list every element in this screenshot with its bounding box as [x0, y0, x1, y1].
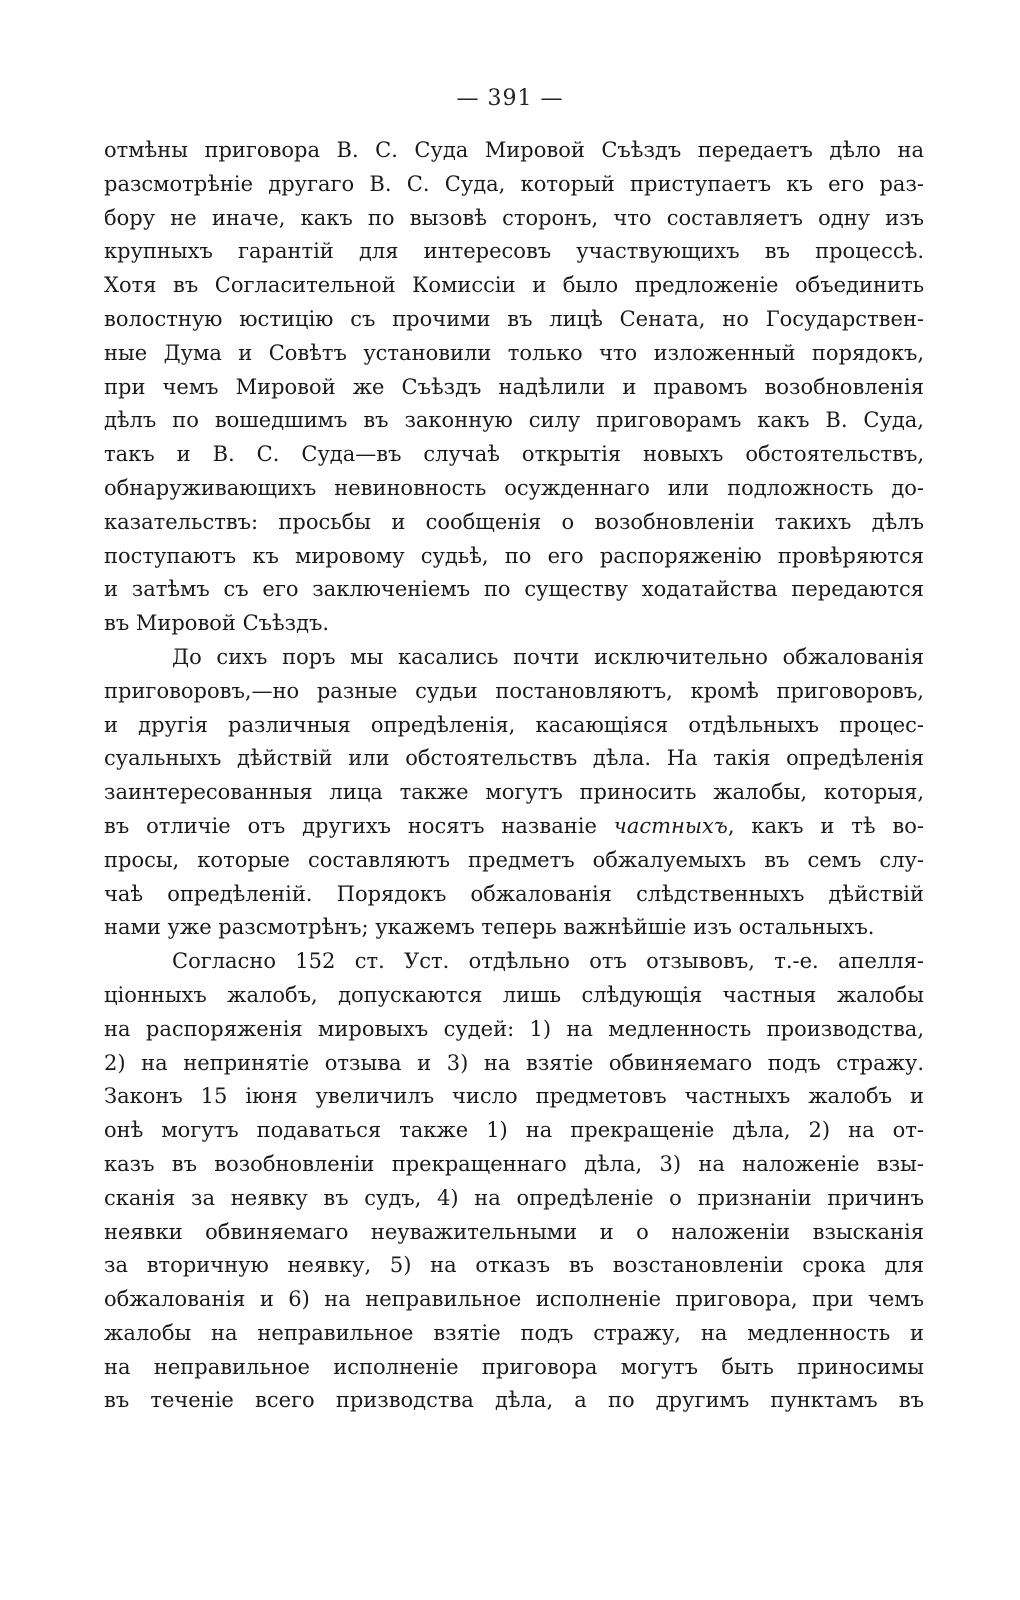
text-line: просы, которые составляютъ предметъ обжалуемыхъ въ семъ слу- [104, 847, 924, 872]
text-line: неявки обвиняемаго неуважительными и о наложеніи взысканія [104, 1219, 924, 1244]
text-line: Согласно 152 ст. Уст. отдѣльно отъ отзывовъ, т.-е. апелля- [172, 949, 924, 974]
text-line: обнаруживающихъ невиновность осужденнаго или подложность до- [104, 475, 924, 500]
text-line: Законъ 15 іюня увеличилъ число предметовъ частныхъ жалобъ и [104, 1084, 924, 1109]
text-segment: въ отличіе отъ другихъ носятъ названіе [104, 813, 614, 838]
text-line: казъ въ возобновленіи прекращеннаго дѣла, 3) на наложеніе взы- [104, 1151, 924, 1176]
body-text [104, 134, 924, 1418]
text-line: крупныхъ гарантій для интересовъ участвующихъ въ процессѣ. [104, 239, 924, 264]
text-line [104, 810, 924, 844]
page-number: — 391 — [456, 86, 564, 111]
text-line: отмѣны приговора В. С. Суда Мировой Съѣздъ передаетъ дѣло на [104, 138, 924, 162]
text-line: обжалованія и 6) на неправильное исполненіе приговора, при чемъ [104, 1287, 924, 1312]
text-line: дѣлъ по вошедшимъ въ законную силу приговорамъ какъ В. Суда, [104, 408, 924, 433]
text-line: нами уже разсмотрѣнъ; укажемъ теперь важнѣйшіе изъ остальныхъ. [104, 915, 875, 940]
text-line: въ теченіе всего призводства дѣла, а по другимъ пунктамъ въ [104, 1388, 924, 1413]
text-line: на распоряженія мировыхъ судей: 1) на медленность производства, [104, 1016, 924, 1041]
text-line: при чемъ Мировой же Съѣздъ надѣлили и правомъ возобновленія [104, 374, 924, 399]
text-line: До сихъ поръ мы касались почти исключительно обжалованія [172, 644, 924, 669]
text-line: сканія за неявку въ судъ, 4) на опредѣленіе о признаніи причинъ [104, 1185, 924, 1210]
text-line: ные Дума и Совѣтъ установили только что изложенный порядокъ, [104, 340, 924, 365]
text-line: Хотя въ Согласительной Комиссіи и было предложеніе объединить [104, 273, 924, 298]
text-line: 2) на непринятіе отзыва и 3) на взятіе обвиняемаго подъ стражу. [104, 1050, 924, 1075]
text-line: на неправильное исполненіе приговора могутъ быть приносимы [104, 1354, 924, 1379]
text-line: такъ и В. С. Суда—въ случаѣ открытія новыхъ обстоятельствъ, [104, 442, 924, 467]
text-line: волостную юстицію съ прочими въ лицѣ Сената, но Государствен- [104, 306, 924, 331]
text-line: казательствъ: просьбы и сообщенія о возобновленіи такихъ дѣлъ [104, 509, 924, 534]
text-line: поступаютъ къ мировому судьѣ, по его распоряженію провѣряются [104, 543, 924, 568]
text-line: бору не иначе, какъ по вызовѣ сторонъ, что составляетъ одну изъ [104, 205, 924, 230]
italic-term: частныхъ [613, 813, 728, 838]
text-line: приговоровъ,—но разные судьи постановляютъ, кромѣ приговоровъ, [104, 678, 924, 703]
text-line: и затѣмъ съ его заключеніемъ по существу ходатайства передаются [104, 577, 924, 602]
text-line: въ Мировой Съѣздъ. [104, 611, 330, 636]
text-line: за вторичную неявку, 5) на отказъ въ возстановленіи срока для [104, 1253, 924, 1278]
text-line: ціонныхъ жалобъ, допускаются лишь слѣдующія частныя жалобы [104, 982, 924, 1007]
text-line: суальныхъ дѣйствій или обстоятельствъ дѣла. На такія опредѣленія [104, 746, 924, 771]
text-segment: , какъ и тѣ во- [727, 813, 924, 838]
text-line: онѣ могутъ подаваться также 1) на прекращеніе дѣла, 2) на от- [104, 1118, 924, 1143]
text-line: чаѣ опредѣленій. Порядокъ обжалованія слѣдственныхъ дѣйствій [104, 881, 924, 906]
text-line: разсмотрѣніе другаго В. С. Суда, который приступаетъ къ его раз- [104, 171, 924, 196]
text-line: и другія различныя опредѣленія, касающіяся отдѣльныхъ процес- [104, 712, 924, 737]
text-line: жалобы на неправильное взятіе подъ стражу, на медленность и [104, 1320, 924, 1345]
text-line: заинтересованныя лица также могутъ приносить жалобы, которыя, [104, 780, 924, 805]
